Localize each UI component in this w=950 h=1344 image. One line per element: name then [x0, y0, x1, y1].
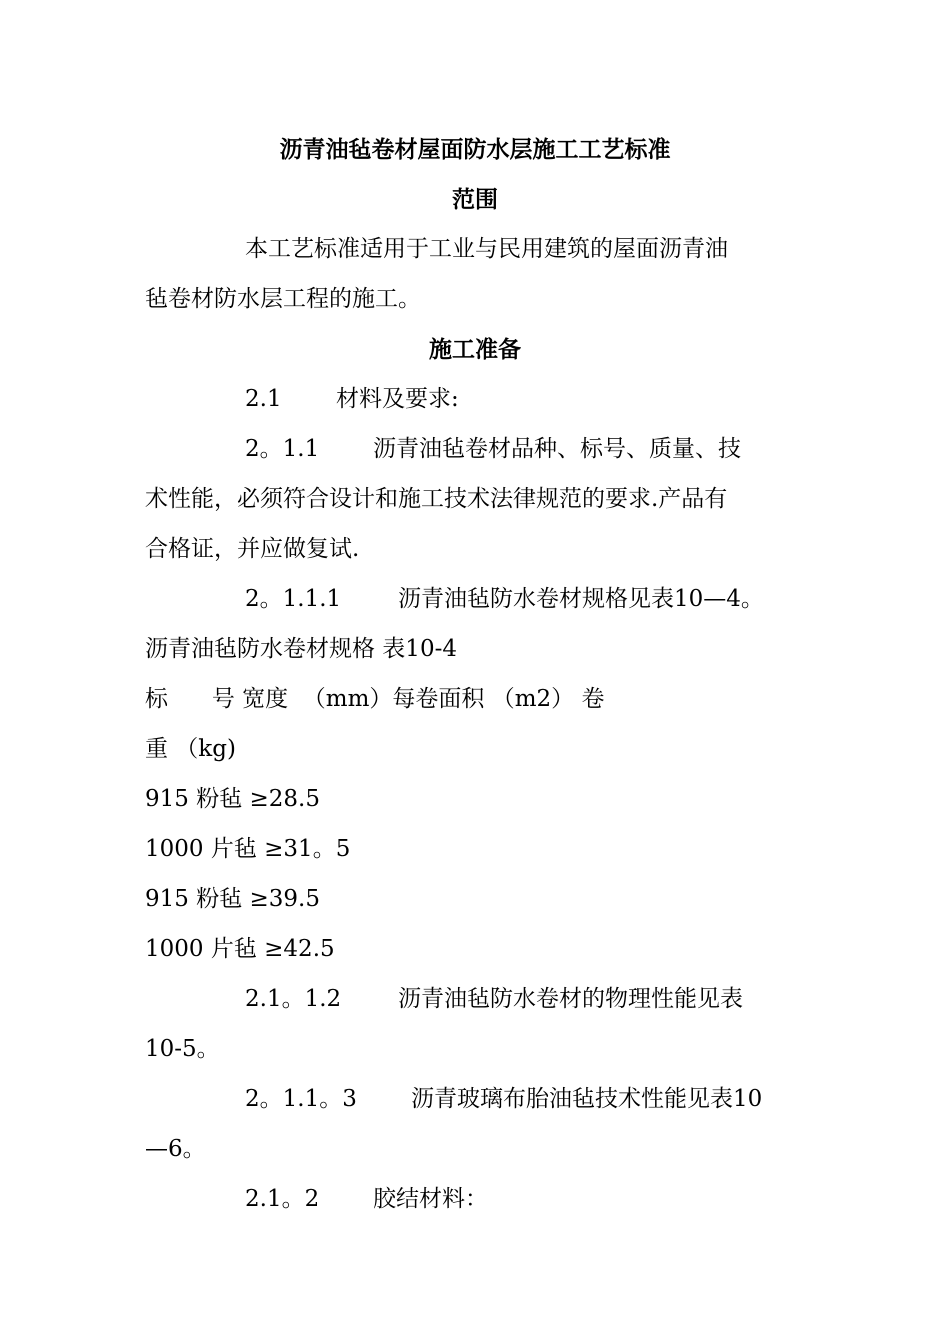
- item-number: 2.1: [245, 386, 282, 412]
- section-heading-preparation: 施工准备: [429, 337, 521, 363]
- scope-paragraph-line-1: 本工艺标准适用于工业与民用建筑的屋面沥青油: [245, 236, 728, 262]
- table-header-line-2: 重 （kg): [145, 736, 236, 762]
- section-heading-scope: 范围: [452, 187, 498, 213]
- table-row: 1000 片毡 ≥42.5: [145, 936, 335, 962]
- table-caption: 沥青油毡防水卷材规格 表10-4: [145, 636, 457, 662]
- item-text: 沥青油毡卷材品种、标号、质量、技: [373, 436, 741, 462]
- item-2-1-1-line-2: 术性能，必须符合设计和施工技术法律规范的要求.产品有: [145, 486, 728, 512]
- item-2-1-1-3-line-2: —6。: [145, 1136, 206, 1162]
- scope-paragraph-line-2: 毡卷材防水层工程的施工。: [145, 286, 421, 312]
- item-text: 沥青玻璃布胎油毡技术性能见表10: [411, 1086, 763, 1112]
- item-2-1-1-3-line-1: [245, 1084, 762, 1114]
- item-2-1-1-line-1: [245, 434, 741, 464]
- table-row: 1000 片毡 ≥31。5: [145, 836, 351, 862]
- item-number: 2。1.1: [245, 436, 320, 462]
- item-text: 材料及要求:: [336, 386, 459, 412]
- document-title: 沥青油毡卷材屋面防水层施工工艺标准: [279, 137, 671, 163]
- table-row: 915 粉毡 ≥28.5: [145, 786, 321, 812]
- item-2-1-1-1: [245, 584, 764, 614]
- table-row: 915 粉毡 ≥39.5: [145, 886, 321, 912]
- item-number: 2。1.1。3: [245, 1086, 357, 1112]
- item-text: 沥青油毡防水卷材的物理性能见表: [398, 986, 743, 1012]
- item-number: 2.1。2: [245, 1186, 320, 1212]
- item-2-1: [245, 384, 459, 414]
- table-header-line-1: 标 号 宽度 （mm）每卷面积 （m2） 卷: [145, 686, 605, 712]
- item-2-1-1-line-3: 合格证，并应做复试.: [145, 536, 360, 562]
- item-2-1-1-2-line-1: [245, 984, 743, 1014]
- item-number: 2。1.1.1: [245, 586, 342, 612]
- item-2-1-2: [245, 1184, 488, 1214]
- item-number: 2.1。1.2: [245, 986, 342, 1012]
- item-text: 沥青油毡防水卷材规格见表10—4。: [398, 586, 764, 612]
- item-text: 胶结材料：: [373, 1186, 488, 1212]
- item-2-1-1-2-line-2: 10-5。: [145, 1036, 220, 1062]
